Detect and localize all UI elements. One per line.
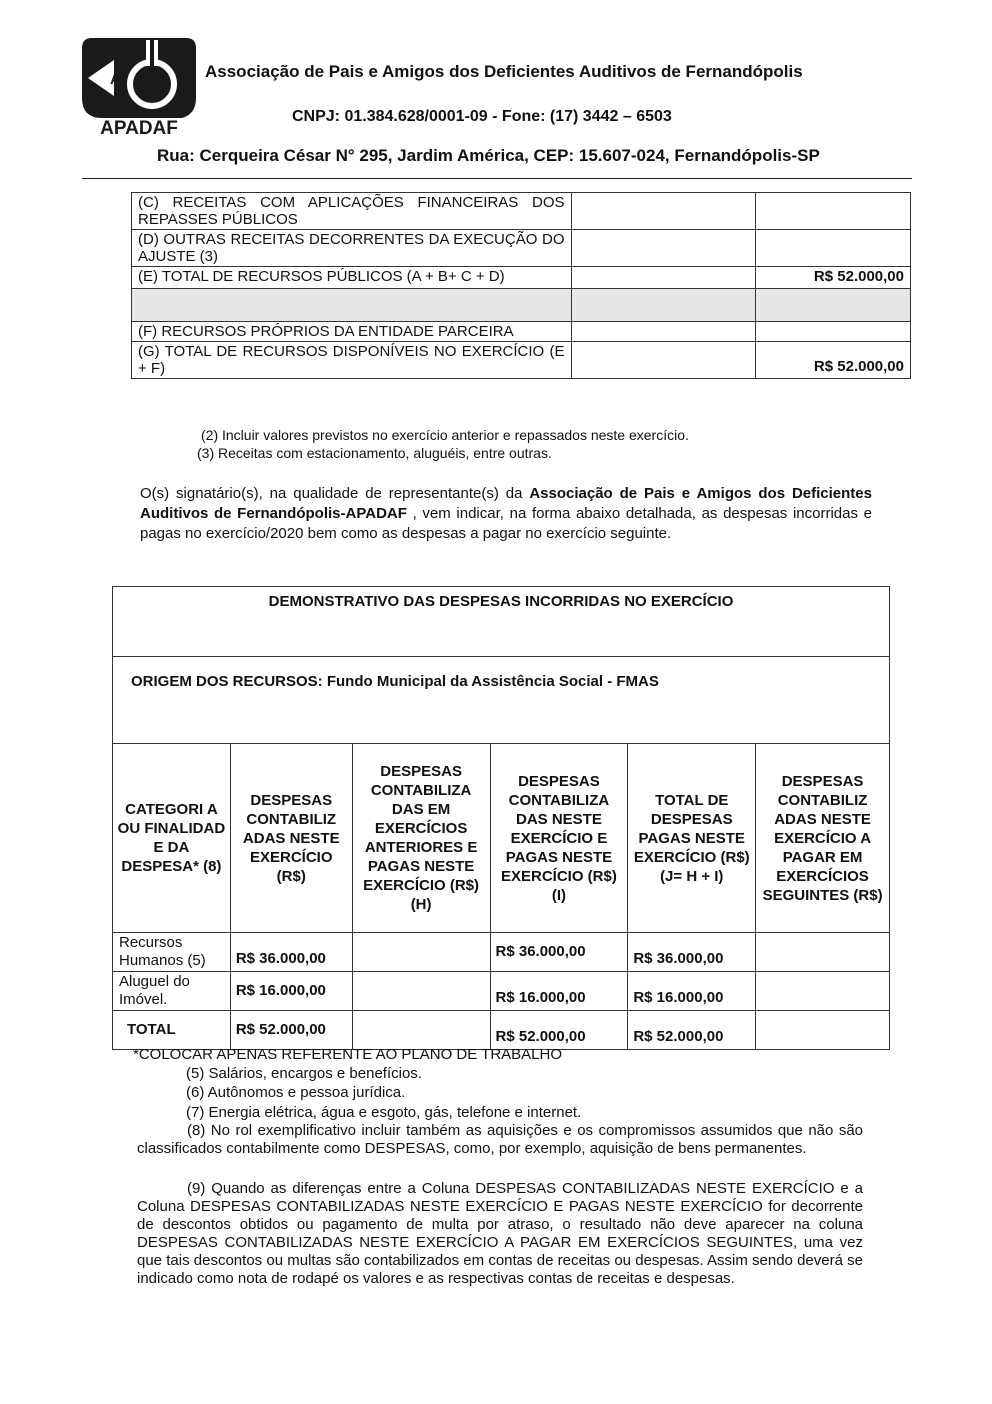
row-value: R$ 52.000,00 bbox=[756, 342, 911, 379]
to-pay-cell bbox=[756, 972, 890, 1011]
note-8-text: (8) No rol exemplificativo incluir também as aquisições e os compromissos assumidos que não são classificados contabilmente como DESPESAS, como, por exemplo, aquisição de bens permanentes. bbox=[137, 1122, 863, 1157]
table-row bbox=[113, 933, 890, 972]
intro-text-1: O(s) signatário(s), na qualidade de representante(s) da bbox=[140, 485, 530, 502]
expenses-table bbox=[112, 586, 890, 1050]
current-paid-cell: R$ 52.000,00 bbox=[490, 1011, 628, 1050]
header-divider bbox=[82, 178, 912, 179]
table-row bbox=[113, 972, 890, 1011]
row-value bbox=[756, 230, 911, 267]
prior-paid-cell bbox=[352, 933, 490, 972]
resource-origin bbox=[113, 657, 890, 744]
column-header: DESPESAS CONTABILIZ ADAS NESTE EXERCÍCIO (R$) bbox=[230, 744, 352, 933]
intro-paragraph bbox=[140, 484, 872, 544]
address-line: Rua: Cerqueira César N° 295, Jardim América, CEP: 15.607-024, Fernandópolis-SP bbox=[157, 146, 820, 165]
row-value bbox=[756, 193, 911, 230]
intro-text-2: , vem indicar, na forma abaixo detalhada, as despesas incorridas e pagas no exercício/2020 bem como as despesas a pagar no exercício seguinte. bbox=[140, 505, 872, 542]
prior-paid-cell bbox=[352, 972, 490, 1011]
note-7: (7) Energia elétrica, água e esgoto, gás, telefone e internet. bbox=[186, 1104, 582, 1121]
row-value bbox=[756, 322, 911, 342]
column-header: DESPESAS CONTABILIZ ADAS NESTE EXERCÍCIO A PAGAR EM EXERCÍCIOS SEGUINTES (R$) bbox=[756, 744, 890, 933]
logo-text: APADAF bbox=[100, 118, 178, 136]
origin-label: ORIGEM DOS RECURSOS: bbox=[131, 673, 323, 690]
table-row bbox=[132, 342, 911, 379]
origin-value: Fundo Municipal da Assistência Social - FMAS bbox=[326, 673, 659, 690]
note-star: *COLOCAR APENAS REFERENTE AO PLANO DE TRABALHO bbox=[133, 1046, 563, 1063]
current-paid-cell: R$ 16.000,00 bbox=[490, 972, 628, 1011]
resources-table bbox=[131, 192, 911, 379]
apadaf-logo bbox=[82, 38, 198, 136]
column-header: CATEGORI A OU FINALIDAD E DA DESPESA* (8) bbox=[113, 744, 231, 933]
table-row-spacer bbox=[132, 289, 911, 322]
table-row-total bbox=[113, 1011, 890, 1050]
svg-text:A: A bbox=[110, 71, 121, 87]
note-9 bbox=[137, 1180, 863, 1288]
expenses-table-title: DEMONSTRATIVO DAS DESPESAS INCORRIDAS NO EXERCÍCIO bbox=[113, 587, 890, 657]
intro-entity-name: Associação de Pais e Amigos dos Deficientes Auditivos de Fernandópolis-APADAF bbox=[140, 485, 872, 522]
category-cell: Recursos Humanos (5) bbox=[113, 933, 231, 972]
column-header: TOTAL DE DESPESAS PAGAS NESTE EXERCÍCIO (R$) (J= H + I) bbox=[628, 744, 756, 933]
table-row bbox=[132, 267, 911, 289]
row-label: (G) TOTAL DE RECURSOS DISPONÍVEIS NO EXERCÍCIO (E + F) bbox=[132, 342, 572, 379]
total-paid-cell: R$ 16.000,00 bbox=[628, 972, 756, 1011]
row-value: R$ 52.000,00 bbox=[756, 267, 911, 289]
current-paid-cell: R$ 36.000,00 bbox=[490, 933, 628, 972]
note-5: (5) Salários, encargos e benefícios. bbox=[186, 1065, 422, 1082]
row-label: (F) RECURSOS PRÓPRIOS DA ENTIDADE PARCEIRA bbox=[132, 322, 572, 342]
total-paid-cell: R$ 36.000,00 bbox=[628, 933, 756, 972]
column-header: DESPESAS CONTABILIZA DAS NESTE EXERCÍCIO E PAGAS NESTE EXERCÍCIO (R$) (I) bbox=[490, 744, 628, 933]
column-header: DESPESAS CONTABILIZA DAS EM EXERCÍCIOS ANTERIORES E PAGAS NESTE EXERCÍCIO (R$) (H) bbox=[352, 744, 490, 933]
row-label: (D) OUTRAS RECEITAS DECORRENTES DA EXECUÇÃO DO AJUSTE (3) bbox=[132, 230, 572, 267]
cnpj-phone-line: CNPJ: 01.384.628/0001-09 - Fone: (17) 3442 – 6503 bbox=[292, 108, 672, 125]
category-cell: Aluguel do Imóvel. bbox=[113, 972, 231, 1011]
total-paid-cell: R$ 52.000,00 bbox=[628, 1011, 756, 1050]
prior-paid-cell bbox=[352, 1011, 490, 1050]
footnote-2: (2) Incluir valores previstos no exercício anterior e repassados neste exercício. bbox=[201, 427, 689, 443]
note-8 bbox=[137, 1122, 863, 1158]
to-pay-cell bbox=[756, 1011, 890, 1050]
header-row bbox=[113, 744, 890, 933]
to-pay-cell bbox=[756, 933, 890, 972]
accounted-cell: R$ 16.000,00 bbox=[230, 972, 352, 1011]
table-row bbox=[132, 322, 911, 342]
note-9-text: (9) Quando as diferenças entre a Coluna DESPESAS CONTABILIZADAS NESTE EXERCÍCIO e a Coluna DESPESAS CONTABILIZADAS NESTE EXERCÍCIO E PAGAS NESTE EXERCÍCIO for decorrente de descontos obtidos ou pagamento de multa por atraso, o resultado não deve aparecer na coluna DESPESAS CONTABILIZADAS NESTE EXERCÍCIO A PAGAR EM EXERCÍCIOS SEGUINTES, uma vez que tais descontos ou multas são contabilizados em contas de receitas ou despesas. Assim sendo deverá se indicado como nota de rodapé os valores e as respectivas contas de receitas e despesas. bbox=[137, 1180, 863, 1287]
table-row bbox=[132, 230, 911, 267]
note-6: (6) Autônomos e pessoa jurídica. bbox=[186, 1084, 406, 1101]
accounted-cell: R$ 36.000,00 bbox=[230, 933, 352, 972]
footnote-3: (3) Receitas com estacionamento, aluguéis, entre outras. bbox=[197, 445, 552, 461]
organization-name: Associação de Pais e Amigos dos Deficientes Auditivos de Fernandópolis bbox=[205, 62, 803, 81]
row-label: (E) TOTAL DE RECURSOS PÚBLICOS (A + B+ C + D) bbox=[132, 267, 572, 289]
category-cell: TOTAL bbox=[113, 1011, 231, 1050]
row-label: (C) RECEITAS COM APLICAÇÕES FINANCEIRAS DOS REPASSES PÚBLICOS bbox=[132, 193, 572, 230]
table-row bbox=[132, 193, 911, 230]
accounted-cell: R$ 52.000,00 bbox=[230, 1011, 352, 1050]
